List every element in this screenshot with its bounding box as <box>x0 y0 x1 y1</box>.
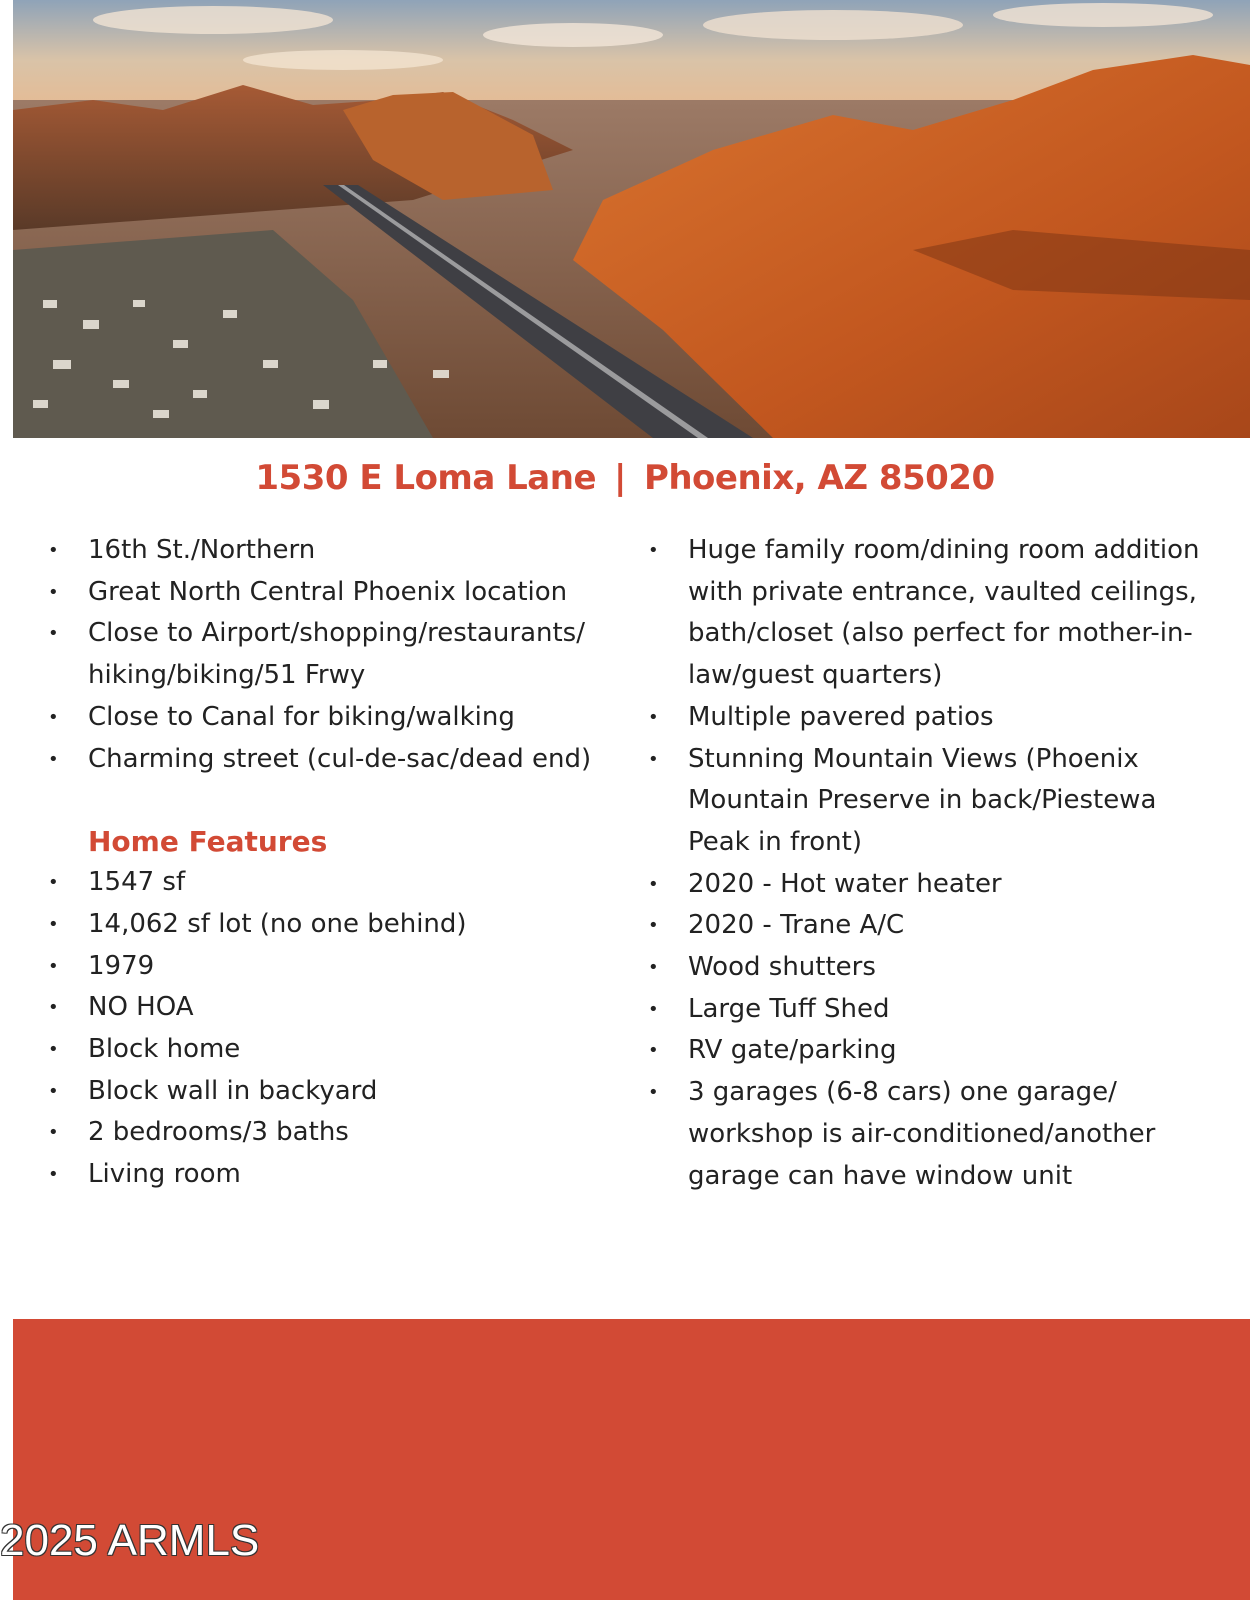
address-separator: | <box>614 458 626 498</box>
list-item: • RV gate/parking <box>648 1030 1208 1072</box>
list-item: • 3 garages (6-8 cars) one garage/ workshop is air-conditioned/another garage can have window unit <box>648 1072 1208 1197</box>
list-item: • Living room <box>48 1154 618 1196</box>
list-item: • Huge family room/dining room addition with private entrance, vaulted ceilings, bath/closet (also perfect for mother-in-law/guest quarters) <box>648 530 1208 697</box>
street-address: 1530 E Loma Lane <box>255 458 597 498</box>
copyright-watermark: 2025 ARMLS <box>0 1516 260 1565</box>
list-item: • 1547 sf <box>48 862 618 904</box>
list-item: • Multiple pavered patios <box>648 697 1208 739</box>
home-features-list <box>48 862 618 1196</box>
city-state-zip: Phoenix, AZ 85020 <box>643 458 995 498</box>
list-item: • 2020 - Trane A/C <box>648 905 1208 947</box>
list-item: • Wood shutters <box>648 947 1208 989</box>
list-item: • 1979 <box>48 946 618 988</box>
list-item: • 14,062 sf lot (no one behind) <box>48 904 618 946</box>
home-features-heading: Home Features <box>88 825 328 859</box>
list-item: • Close to Canal for biking/walking <box>48 697 618 739</box>
hero-photo <box>13 0 1250 438</box>
list-item: • Close to Airport/shopping/restaurants/ hiking/biking/51 Frwy <box>48 613 618 696</box>
list-item: • Block home <box>48 1029 618 1071</box>
list-item: • 2020 - Hot water heater <box>648 864 1208 906</box>
list-item: • 2 bedrooms/3 baths <box>48 1112 618 1154</box>
list-item: • NO HOA <box>48 987 618 1029</box>
list-item: • Large Tuff Shed <box>648 989 1208 1031</box>
list-item: • Stunning Mountain Views (Phoenix Mountain Preserve in back/Piestewa Peak in front) <box>648 739 1208 864</box>
right-column <box>648 530 1208 1197</box>
listing-address <box>0 458 1250 498</box>
list-item: • Great North Central Phoenix location <box>48 572 618 614</box>
left-column <box>48 530 618 1196</box>
list-item: • Charming street (cul-de-sac/dead end) <box>48 739 618 781</box>
features-list-right <box>648 530 1208 1197</box>
list-item: • 16th St./Northern <box>48 530 618 572</box>
list-item: • Block wall in backyard <box>48 1071 618 1113</box>
location-list <box>48 530 618 780</box>
